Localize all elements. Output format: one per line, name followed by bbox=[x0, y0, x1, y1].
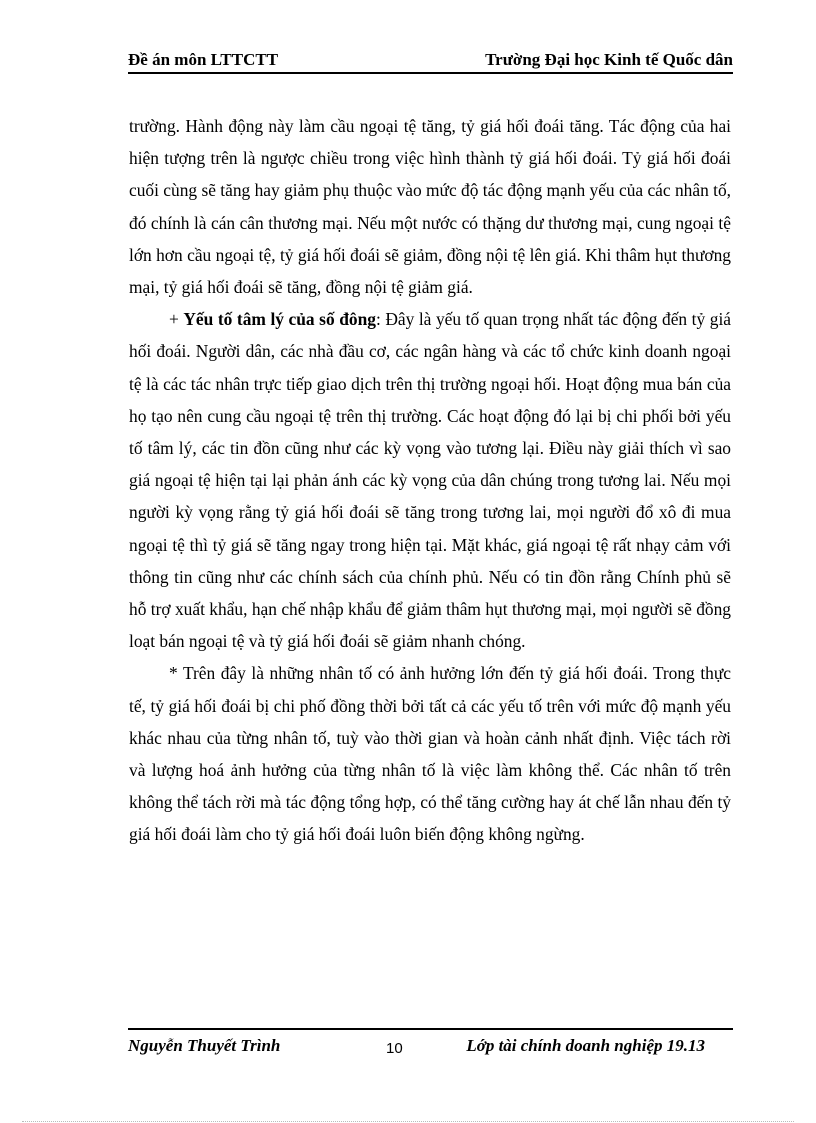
section-heading-psychology: Yếu tố tâm lý của số đông bbox=[183, 309, 376, 330]
paragraph-psychology bbox=[129, 303, 731, 657]
header-course-title: Đề án môn LTTCTT bbox=[128, 50, 279, 69]
page-boundary-divider bbox=[22, 1121, 794, 1122]
footer-author: Nguyễn Thuyết Trình bbox=[128, 1036, 281, 1055]
page-footer bbox=[128, 1028, 733, 1060]
page-number: 10 bbox=[386, 1040, 403, 1057]
paragraph-trade-balance: trường. Hành động này làm cầu ngoại tệ tăng, tỷ giá hối đoái tăng. Tác động của hai hiện tượng trên là ngược chiều trong việc hình thành tỷ giá hối đoái. Tỷ giá hối đoái cuối cùng sẽ tăng hay giảm phụ thuộc vào mức độ tác động mạnh yếu của các nhân tố, đó chính là cán cân thương mại. Nếu một nước có thặng dư thương mại, cung ngoại tệ lớn hơn cầu ngoại tệ, tỷ giá hối đoái sẽ giảm, đồng nội tệ lên giá. Khi thâm hụt thương mại, tỷ giá hối đoái sẽ tăng, đồng nội tệ giảm giá. bbox=[129, 116, 731, 298]
bullet-marker: + bbox=[169, 309, 184, 330]
page-header bbox=[128, 50, 733, 74]
document-body bbox=[129, 110, 731, 851]
paragraph-summary: * Trên đây là những nhân tố có ảnh hưởng lớn đến tỷ giá hối đoái. Trong thực tế, tỷ giá hối đoái bị chi phố đồng thời bởi tất cả các yếu tố trên với mức độ mạnh yếu khác nhau của từng nhân tố, tuỳ vào thời gian và hoàn cảnh nhất định. Việc tách rời và lượng hoá ảnh hưởng của từng nhân tố là việc làm không thể. Các nhân tố trên không thể tách rời mà tác động tổng hợp, có thể tăng cường hay át chế lẫn nhau đến tỷ giá hối đoái làm cho tỷ giá hối đoái luôn biến động không ngừng. bbox=[129, 663, 731, 845]
footer-class-name: Lớp tài chính doanh nghiệp 19.13 bbox=[466, 1036, 705, 1055]
header-university: Trường Đại học Kinh tế Quốc dân bbox=[485, 50, 733, 69]
paragraph-psychology-text: : Đây là yếu tố quan trọng nhất tác động đến tỷ giá hối đoái. Người dân, các nhà đầu cơ, các ngân hàng và các tổ chức kinh doanh ngoại tệ là các tác nhân trực tiếp giao dịch trên thị trường ngoại hối. Hoạt động mua bán của họ tạo nên cung cầu ngoại tệ trên thị trường. Các hoạt động đó lại bị chi phối bởi yếu tố tâm lý, các tin đồn cũng như các kỳ vọng vào tương lại. Điều này giải thích vì sao giá ngoại tệ hiện tại lại phản ánh các kỳ vọng của dân chúng trong tương lai. Nếu mọi người kỳ vọng rằng tỷ giá hối đoái sẽ tăng trong tương lai, mọi người đổ xô đi mua ngoại tệ thì tỷ giá sẽ tăng ngay trong hiện tại. Mặt khác, giá ngoại tệ rất nhạy cảm với thông tin cũng như các chính sách của chính phủ. Nếu có tin đồn rằng Chính phủ sẽ hỗ trợ xuất khẩu, hạn chế nhập khẩu để giảm thâm hụt thương mại, mọi người sẽ đồng loạt bán ngoại tệ và tỷ giá hối đoái sẽ giảm nhanh chóng. bbox=[129, 309, 731, 652]
